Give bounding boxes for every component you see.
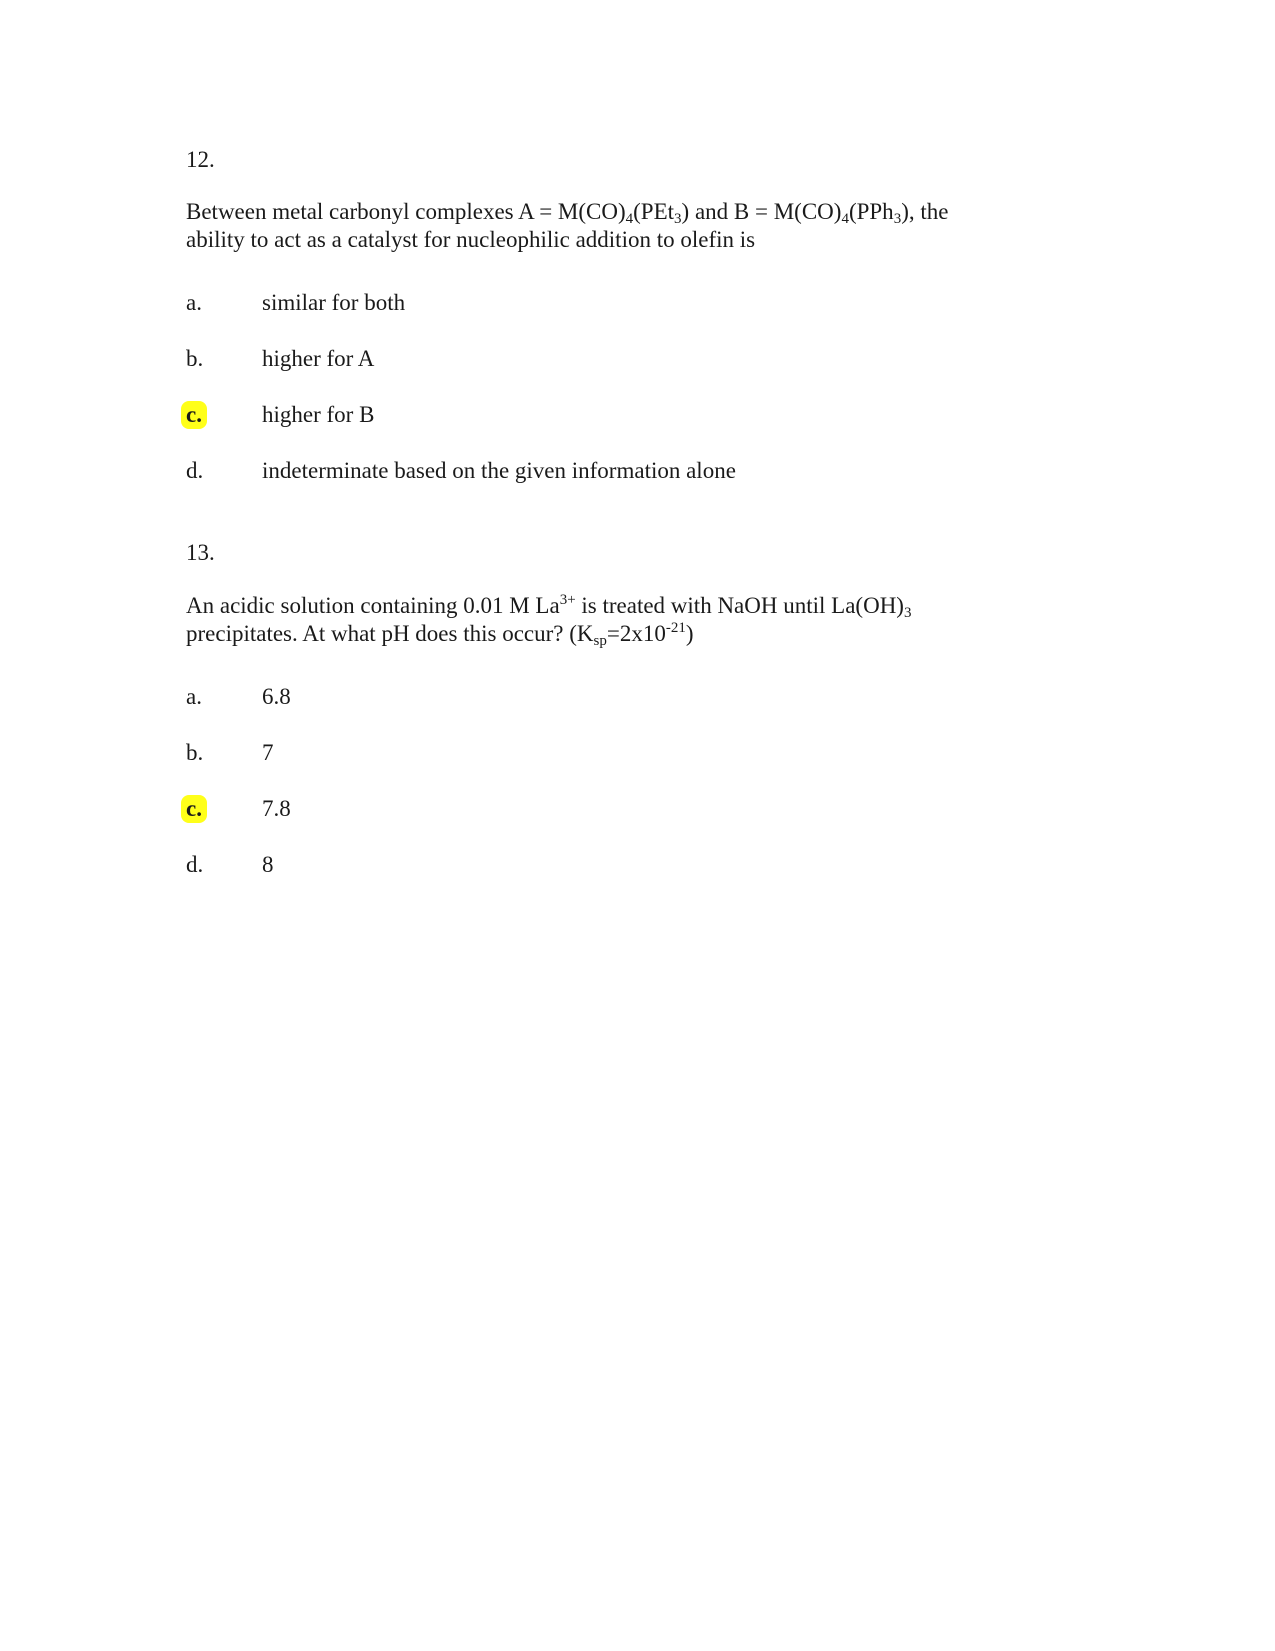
option-letter: d. bbox=[186, 458, 204, 483]
q12-subscript: 3 bbox=[674, 211, 682, 227]
q13-text-part: An acidic solution containing 0.01 M La bbox=[186, 593, 560, 618]
q13-text-part: =2x10 bbox=[606, 621, 666, 646]
option-text: 7 bbox=[262, 740, 274, 765]
question-13-text-line-1 bbox=[186, 592, 1086, 620]
option-text: higher for A bbox=[262, 346, 375, 371]
q12-text-part: ) and B = M(CO) bbox=[681, 199, 842, 224]
option-text: 6.8 bbox=[262, 684, 291, 709]
option-text: 8 bbox=[262, 852, 274, 877]
option-text: indeterminate based on the given information alone bbox=[262, 458, 736, 483]
q12-text-part: ), the bbox=[901, 199, 949, 224]
highlighted-option-letter: c. bbox=[181, 795, 207, 823]
option-text: similar for both bbox=[262, 290, 406, 315]
question-12-number: 12. bbox=[186, 147, 215, 172]
option-letter: b. bbox=[186, 346, 204, 371]
question-13-text bbox=[186, 592, 1086, 648]
question-12-text bbox=[186, 198, 1086, 254]
q13-text-part: is treated with NaOH until La(OH) bbox=[575, 593, 904, 618]
option-text: 7.8 bbox=[262, 796, 291, 821]
q12-text-part: (PEt bbox=[633, 199, 675, 224]
q13-superscript: 3+ bbox=[559, 592, 576, 608]
q12-subscript: 3 bbox=[893, 211, 902, 227]
q13-text-part: ) bbox=[685, 621, 694, 646]
q13-text-part: precipitates. At what pH does this occur? (K bbox=[186, 621, 594, 646]
question-12-text-line-2: ability to act as a catalyst for nucleophilic addition to olefin is bbox=[186, 227, 756, 252]
option-letter: a. bbox=[186, 290, 202, 315]
question-13-number: 13. bbox=[186, 540, 215, 565]
option-letter: b. bbox=[186, 740, 204, 765]
q12-text-part: Between metal carbonyl complexes A = M(CO) bbox=[186, 199, 626, 224]
q13-subscript: 3 bbox=[903, 605, 912, 621]
q12-subscript: 4 bbox=[625, 211, 634, 227]
question-12-text-line-1 bbox=[186, 198, 1086, 226]
option-letter: a. bbox=[186, 684, 202, 709]
q13-superscript: -21 bbox=[665, 620, 686, 636]
q12-text-part: (PPh bbox=[848, 199, 894, 224]
option-text: higher for B bbox=[262, 402, 375, 427]
option-letter: d. bbox=[186, 852, 204, 877]
q12-subscript: 4 bbox=[841, 211, 849, 227]
question-13-text-line-2 bbox=[186, 620, 1086, 648]
q13-subscript: sp bbox=[593, 633, 607, 649]
highlighted-option-letter: c. bbox=[181, 401, 207, 429]
